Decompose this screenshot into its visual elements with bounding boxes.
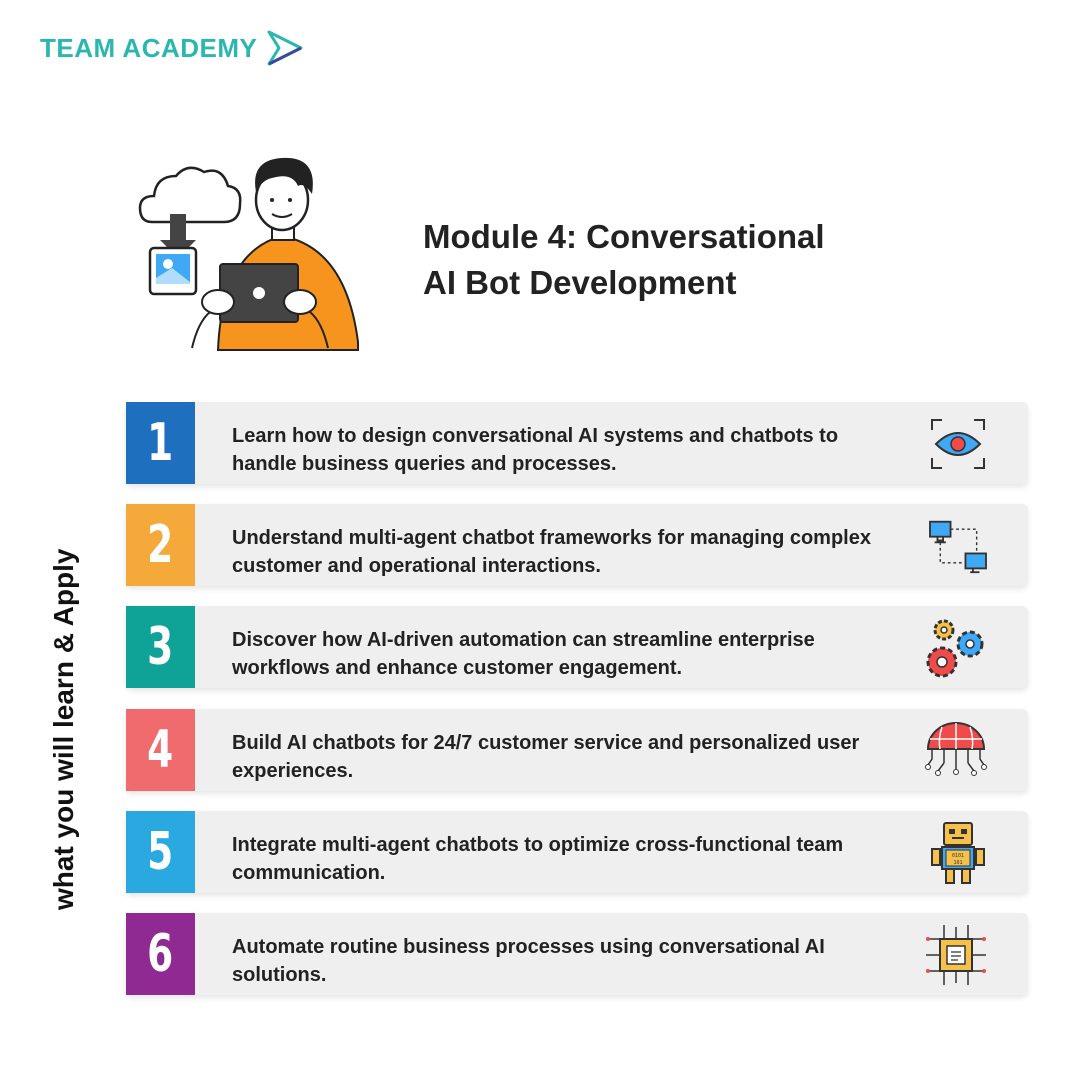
item-number-box — [126, 402, 195, 484]
item-number: 1 — [147, 413, 174, 473]
arrow-logo-icon — [265, 28, 305, 68]
item-number: 2 — [147, 515, 174, 575]
brand-name: TEAM ACADEMY — [40, 32, 258, 63]
item-number: 3 — [147, 617, 174, 677]
item-number-box — [126, 913, 195, 995]
network-computers-icon — [928, 518, 988, 574]
list-item — [126, 504, 1028, 586]
list-item — [126, 913, 1028, 995]
page-title — [423, 214, 943, 306]
item-number-box — [126, 811, 195, 893]
list-item — [126, 606, 1028, 688]
item-number: 4 — [147, 720, 174, 780]
brand-logo — [40, 28, 305, 68]
item-number: 6 — [147, 924, 174, 984]
title-line-1: Module 4: Conversational — [423, 218, 825, 255]
svg-text:0101: 0101 — [951, 853, 965, 859]
item-text: Discover how AI-driven automation can streamline enterprise workflows and enhance customer engagement. — [232, 629, 815, 679]
chip-icon — [924, 923, 988, 987]
item-text: Build AI chatbots for 24/7 customer service and personalized user experiences. — [232, 732, 860, 782]
item-text: Integrate multi-agent chatbots to optimize cross-functional team communication. — [232, 834, 844, 884]
person-laptop-illustration — [132, 152, 372, 352]
list-item — [126, 811, 1028, 893]
side-label: what you will learn & Apply — [48, 548, 79, 910]
robot-icon — [928, 821, 988, 885]
gears-icon — [924, 618, 988, 682]
list-item — [126, 709, 1028, 791]
global-network-icon — [924, 719, 988, 783]
list-item — [126, 402, 1028, 484]
title-line-2: AI Bot Development — [423, 264, 737, 301]
item-text: Understand multi-agent chatbot frameworks for managing complex customer and operational interactions. — [232, 527, 871, 577]
svg-text:101: 101 — [953, 860, 963, 866]
item-number-box — [126, 504, 195, 586]
item-number: 5 — [147, 822, 174, 882]
item-text: Learn how to design conversational AI systems and chatbots to handle business queries and processes. — [232, 425, 839, 475]
eye-scan-icon — [928, 416, 988, 472]
item-number-box — [126, 709, 195, 791]
item-text: Automate routine business processes using conversational AI solutions. — [232, 936, 825, 986]
item-number-box — [126, 606, 195, 688]
